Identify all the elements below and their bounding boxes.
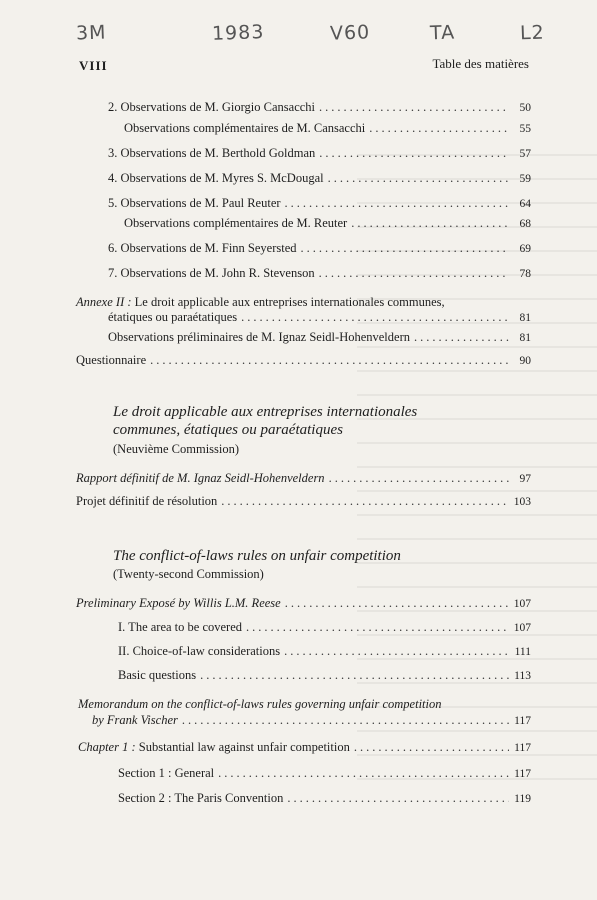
toc-entry: 3. Observations de M. Berthold Goldman ..... 57 xyxy=(108,146,531,161)
show-through xyxy=(357,140,597,780)
toc-entry: 6. Observations de M. Finn Seyersted ..... 69 xyxy=(108,241,531,256)
commission-label: (Twenty-second Commission) xyxy=(113,567,264,581)
toc-entry: 4. Observations de M. Myres S. McDougal ..... 59 xyxy=(108,171,531,186)
toc-entry: Projet définitif de résolution ..... 103 xyxy=(76,494,531,509)
toc-entry: Basic questions ..... 113 xyxy=(118,668,531,683)
annex-heading: Annexe II : Le droit applicable aux entreprises internationales communes, xyxy=(76,295,445,309)
handwritten-note: 1983 xyxy=(211,21,265,45)
toc-entry: Section 1 : General ..... 117 xyxy=(118,766,531,781)
toc-entry: 7. Observations de M. John R. Stevenson ..... 78 xyxy=(108,266,531,281)
section-title: communes, étatiques ou paraétatiques xyxy=(113,422,343,438)
commission-label: (Neuvième Commission) xyxy=(113,442,240,456)
toc-entry: Rapport définitif de M. Ignaz Seidl-Hohenveldern ..... 97 xyxy=(76,471,531,486)
memo-heading: Memorandum on the conflict-of-laws rules governing unfair competition xyxy=(78,697,442,711)
toc-entry: Section 2 : The Paris Convention ..... 119 xyxy=(118,791,531,806)
toc-entry: Observations préliminaires de M. Ignaz Seidl-Hohenveldern ..... 81 xyxy=(108,330,531,345)
handwritten-note: 3M xyxy=(75,21,107,45)
toc-entry: Observations complémentaires de M. Reuter ..... 68 xyxy=(124,216,531,231)
section-title: The conflict-of-laws rules on unfair competition xyxy=(113,548,401,564)
section-title: Le droit applicable aux entreprises internationales xyxy=(113,404,418,420)
toc-entry: 2. Observations de M. Giorgio Cansacchi ..... 50 xyxy=(108,100,531,115)
toc-entry: II. Choice-of-law considerations ..... 111 xyxy=(118,644,531,659)
toc-entry: I. The area to be covered ..... 107 xyxy=(118,620,531,635)
toc-entry: by Frank Vischer ..... 117 xyxy=(92,713,531,728)
toc-entry: Preliminary Exposé by Willis L.M. Reese ..... 107 xyxy=(76,596,531,611)
toc-entry: Chapter 1 : Substantial law against unfair competition ..... 117 xyxy=(78,740,531,755)
handwritten-note: TA xyxy=(429,21,456,45)
toc-entry: Observations complémentaires de M. Cansacchi ..... 55 xyxy=(124,121,531,136)
running-title: Table des matières xyxy=(432,56,529,71)
toc-entry: 5. Observations de M. Paul Reuter ..... 64 xyxy=(108,196,531,211)
toc-entry: étatiques ou paraétatiques ..... 81 xyxy=(108,310,531,325)
handwritten-note: V60 xyxy=(329,21,371,45)
page-number: VIII xyxy=(79,58,108,73)
toc-entry: Questionnaire ..... 90 xyxy=(76,353,531,368)
handwritten-note: L2 xyxy=(519,21,546,45)
